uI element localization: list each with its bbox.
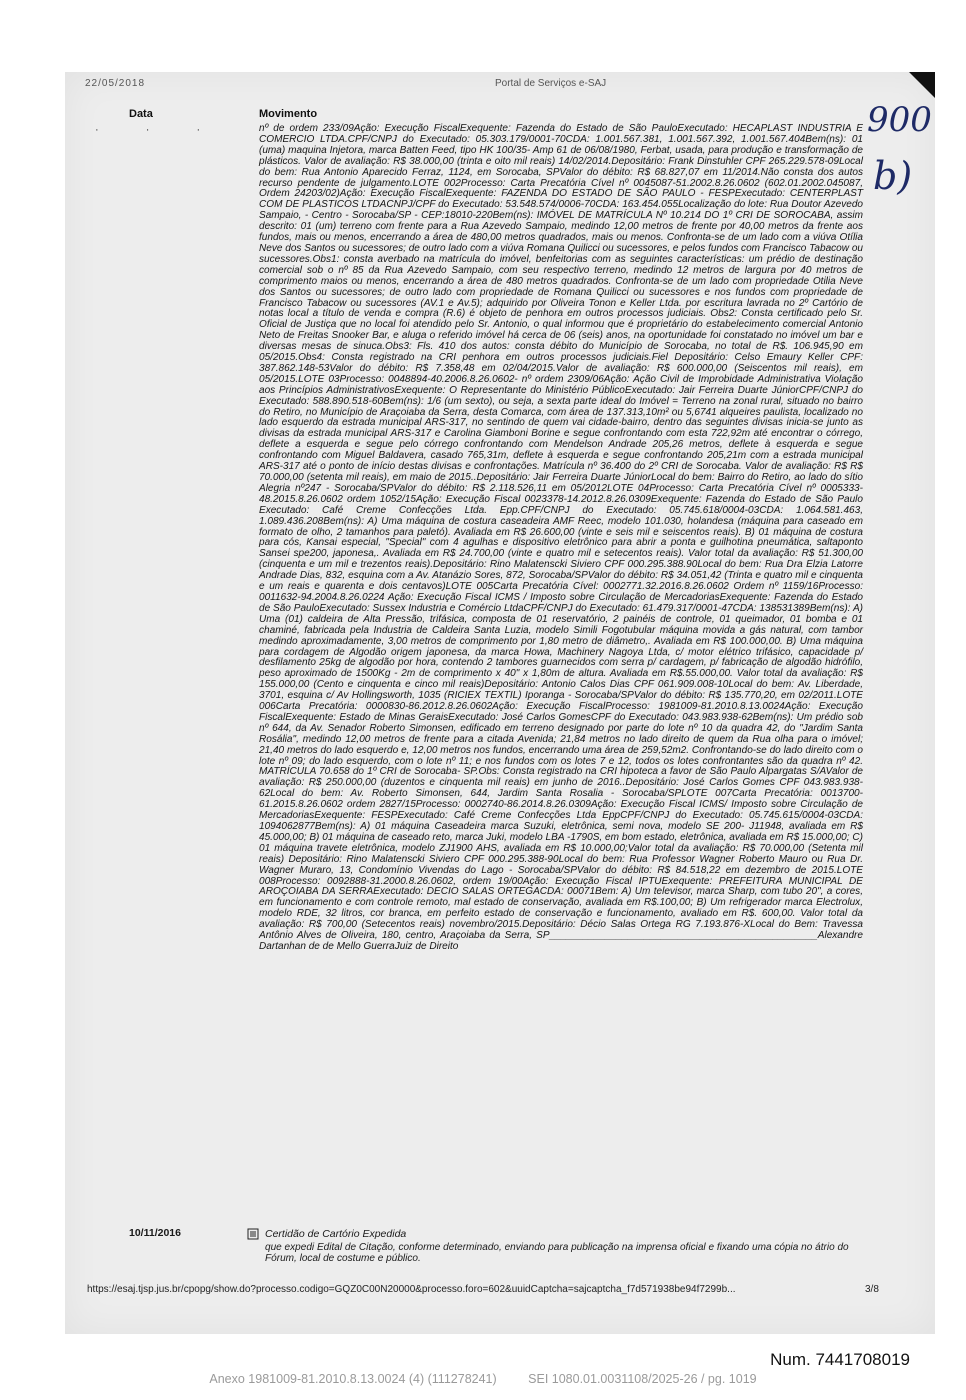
handwritten-mark: b) [873,154,913,198]
handwritten-number: 900 [867,100,932,140]
footer [0,1372,966,1386]
footer-sei: SEI 1080.01.0031108/2025-26 / pg. 1019 [528,1372,757,1386]
row-dots: · · · [95,124,223,136]
print-title: Portal de Serviços e-SAJ [495,78,607,89]
footer-annex: Anexo 1981009-81.2010.8.13.0024 (4) (111278241) [209,1372,497,1386]
scanned-page [65,72,935,1334]
document-icon [247,1228,259,1240]
print-header [85,76,905,90]
document-number: Num. 7441708019 [770,1350,910,1369]
entry-description: que expedi Edital de Citação, conforme determinado, enviando para publicação na imprensa oficial e fixando uma cópia no átrio do Fórum, local de costume e público. [265,1242,849,1264]
entry-date: 10/11/2016 [129,1227,181,1239]
movement-text: nº de ordem 233/09Ação: Execução FiscalExequente: Fazenda do Estado de São PauloExecutado: HECAPLAST INDUSTRIA E COMERCIO LTDA.CPF/CNPJ do Executado: 05.303.179/0001-70CDA: 1.001.567.381, 1.001.567.392, 1.001.567.404Bem(ns): 01 (uma) maquina Injetora, marca Batten Feed, tipo HK 100/35- Amp 61 de 06/08/1980, Ferbat, usada, para produção e transformação de plásticos. Valor de avaliação: R$ 38.000,00 (trinta e oito mil reais) 14/02/2014.Depositário: Frank Dinstuhler CPF 265.229.578-09Local do bem: Rua Antonio Aparecido Ferraz, 1124, em Sorocaba, SPValor do débito: R$ 68.827,07 em 11/2014.Não consta dos autos recurso pendente de julgamento.LOTE 002Processo: Carta Precatória Cível nº 0045087-51.2002.8.26.0602 (602.01.2002.045087, Ordem 24203/02)Ação: Execução FiscalExequente: FAZENDA DO ESTADO DE SÃO PAULO - FESPExecutado: CENTERPLAST COM DE PLASTICOS LTDACNPJ/CPF do Executado: 53.548.574/0006-70CDA: 163.454.055Localização do lote: Rua Doutor Azevedo Sampaio, - Centro - Sorocaba/SP - CEP:18010-220Bem(ns): IMÓVEL DE MATRÍCULA Nº 10.214 DO 1º CRI DE SOROCABA, assim descrito: 01 (um) terreno com frente para a Rua Azevedo Sampaio, medindo 12,00 metros de frente por 40,00 metros da frente aos fundos, mais ou menos, encerrando a área de 480,00 metros quadrados, mais ou menos. Confronta-se de um lado com a viúva Otília Neve dos Santos ou sucessores; de outro lado com a viúva Romana Quilicci ou sucessores, e pelos fundos com Francisco Tabacow ou sucessores.Obs1: consta averbado na matrícula do imóvel, benfeitorias com as seguintes características: um prédio de destinação comercial sob o nº 85 da Rua Azevedo Sampaio, com seu respectivo terreno, medindo 12 metros de largura por 40 metros de comprimento maios ou menos, encerrando a área de 480 metros quadrados. Confronta-se de um lado com propriedade Otilia Neve dos Santos ou sucessores; de outro lado com propriedade de Romana Quilicci ou sucessores e nos fundos com propriedade de Francisco Tabacow ou sucessores (AV.1 e Av.5); adquirido por Oliveira Tonon e Keller Ltda. por escritura lavrada no 2º Cartório de notas local a título de venda e compra (R.6) é objeto de penhora em outros processos judiciais. Obs2: Consta certificado pelo Sr. Oficial de Justiça que no local foi atendido pelo Sr. Antonio, o qual informou que é proprietário do estabelecimento comercial Antonio Neto de Freitas Snooker Bar, e aluga o referido imóvel há cerca de 06 (seis) anos, na oportunidade foi constatado no imóvel um bar e diversas mesas de sinuca.Obs3: Fls. 410 dos autos: consta débito do Município de Sorocaba, no total de R$. 106.945,90 em 05/2015.Obs4: Consta registrado na CRI penhora em outros processos judiciais.Fiel Depositário: Celso Emaury Keller CPF: 387.862.148-53Valor do débito: R$ 7.358,48 em 02/04/2015.Valor de avaliação: R$ 600.000,00 (Seiscentos mil reais), em 05/2015.LOTE 03Processo: 0048894-40.2006.8.26.0602- nº ordem 2309/06Ação: Ação Civil de Improbidade Administrativa Violação aos Princípios AdministrativosExequente: O Representante do Ministério PúblicoExecutado: Jair Ferreira Duarte JúniorCPF/CNPJ do Executado: 588.890.518-60Bem(ns): 1/6 (um sexto), ou seja, a sexta parte ideal do Imóvel = Terreno na zonal rural, situado no bairro do Retiro, no Município de Araçoiaba da Serra, desta Comarca, com área de 137.313,10m² ou 5,6741 alqueires paulista, localizado no lado esquerdo da estrada municipal ARS-317, no sentindo de quem vai cidade-bairro, dentro das seguintes divisas inicia-se junto as divisas da estrada municipal ARS-317 e Carolina Giamboni Borine e segue confrontando com esta 722,92m até encontrar o córrego, deflete a esquerda e segue pelo córrego confrontando com Mendelson Andrade 205,26 metros, deflete à esquerda e segue confrontando com Miguel Baldavera, casado 765,31m, deflete à esquerda e segue confrontando 205,21m com a estrada municipal ARS-317 até o ponto de início destas divisas e confrontações. Matrícula nº 36.400 do 2º CRI de Sorocaba. Valor de avaliação: R$ R$ 70.000,00 (setenta mil reais), em maio de 2015..Depositário: Jair Ferreira Duarte JúniorLocal do bem: Bairro do Retiro, ao lado do sítio Alegria nº247 - Sorocaba/SPValor do débito: R$ 2.118.526,11 em 05/2012LOTE 04Processo: Carta Precatória Cível nº 0005333-48.2015.8.26.0602 ordem 1052/15Ação: Execução Fiscal 0023378-14.2012.8.26.0309Exequente: Fazenda do Estado de São Paulo Executado: Café Creme Confecções Ltda. Epp.CPF/CNPJ do Executado: 05.745.618/0004-03CDA: 1.064.581.463, 1.089.436.208Bem(ns): A) Uma máquina de costura caseadeira AMF Reec, modelo 101.030, holandesa (máquina para caseado em formato de olho, 2 tamanhos para paletó). Avaliada em R$ 26.600,00 (vinte e seis mil e seiscentos reais). B) 01 máquina de costura para cós, Kansai especial, "Special" com 4 agulhas e dispositivo eletrônico para abrir a ponta e guilhotina pneumática, saltaponto Sansei spe200, japonesa,. Avaliada em R$ 24.700,00 (vinte e quatro mil e setecentos reais). Valor total da avaliação: R$ 51.300,00 (cinquenta e um mil e trezentos reais).Depositário: Rino Malatenscki Siviero CPF 000.295.388.90Local do bem: Rua Dra Elzia Latorre Andrade Dias, 832, esquina com a Av. Atanázio Sores, 872, Sorocaba/SPValor do débito: R$ 34.051,42 (Trinta e quatro mil e cinquenta e um reais e quarenta e dois centavos)LOTE 005Carta Precatória Cível: 0002771.32.2016.8.26.0602 Ordem nº 1159/16Processo: 0011632-94.2004.8.26.0224 Ação: Execução Fiscal ICMS / Imposto sobre Circulação de MercadoriasExequente: Fazenda do Estado de São PauloExecutado: Sussex Industria e Comércio LtdaCPF/CNPJ do Executado: 61.479.317/0001-47CDA: 138531389Bem(ns): A) Uma (01) caldeira de Alta Pressão, trifásica, composta de 01 reservatório, 2 painéis de controle, 01 queimador, 01 bomba e 01 chaminé, fabricada pela Industria de Caldeira Santa Luzia, modelo Simili Fogotubular máquina movida a gás natural, com tambor medindo aproximadamente, 3,00 metros de comprimento por 1,80 metro de diâmetro,. Avaliada em R$ 100.000,00. B) Uma máquina para cordagem de Algodão origem japonesa, da marca Howa, Machinery Nagoya Ltda, c/ motor elétrico trifásico, capacidade p/ desfilamento 25kg de algodão por hora, contendo 2 tambores guarnecidos com serra p/ cardagem, p/ fabricação de algodão hidrófilo, peso aproximado de 1500Kg - 2m de comprimento x 40" x 1,80m de altura. Avaliada em R$.55.000,00. Valor total da avaliação: R$ 155.000,00 (Cento e cinquenta e cinco mil reais)Depositário: Antonio Calos Dias CPF 061.909.008-10Local do bem: Av. Liberdade, 3701, esquina c/ Av Hollingsworth, 1035 (RICIEX TEXTIL) Iporanga - Sorocaba/SPValor do débito: R$ 135.770,20, em 02/2011.LOTE 006Carta Precatória: 0000830-86.2012.8.26.0602Ação: Execução FiscalProcesso: 1981009-81.2010.8.13.0024Ação: Execução FiscalExequente: Estado de Minas GeraisExecutado: José Carlos GomesCPF do Executado: 043.983.938-62Bem(ns): Um prédio sob nº 644, da Av. Senador Roberto Simonsen, edificado em terreno designado por parte do lote nº 10 da quadra 42, do "Jardim Santa Rosália", medindo 12,00 metros de frente para a citada Avenida; 21,84 metros no lado direito de quem da Rua olha para o imóvel; 21,40 metros do lado esquerdo e, 12,00 metros nos fundos, encerrando uma área de 259,52m2. Confrontando-se do lado direito com o lote nº 09; do lado esquerdo, com o lote nº 11; e nos fundos com os lotes 7 e 12, todos os lotes confrontantes são da quadra nº 42. MATRÍCULA 70.658 do 1º CRI de Sorocaba- SP.Obs: Consta registrado na CRI hipoteca a favor de São Paulo Alpargatas S/AValor de avaliação: R$ 250.000,00 (duzentos e cinquenta mil reais) em junho de 2016..Depositário: José Carlos Gomes CPF 043.983.938-62Local do bem: Av. Roberto Simonsen, 644, Jardim Santa Rosalia - Sorocaba/SPLOTE 007Carta Precatória: 0013700-61.2015.8.26.0602 ordem 2827/15Processo: 0002740-86.2014.8.26.0309Ação: Execução Fiscal ICMS/ Imposto sobre Circulação de MercadoriasExequente: FESPExecutado: Café Creme Confecções Ltda EppCPF/CNPJ do Executado: 05.745.615/0004-03CDA: 1094062877Bem(ns): A) 01 máquina Caseadeira marca Suzuki, eletrônica, semi nova, modelo SE 200- J11948, avaliada em R$ 45.000,00; B) 01 máquina de caseado reto, marca Juki, modelo LBA -1790S, em bom estado, eletrônica, avaliada em R$ 15.000,00; C) 01 máquina travete eletrônica, modelo ZJ1900 AHS, avaliada em R$ 10.000,00;Valor total da avaliação: R$ 70.000,00 (Setenta mil reais) Depositário: Rino Malatenscki Siviero CPF 000.295.388-90Local do bem: Rua Professor Wagner Roberto Mauro ou Rua Dr. Wagner Muraro, 13, Condomínio Vivendas do Lago - Sorocaba/SPValor do débito: R$ 84.518,22 em dezembro de 2015.LOTE 008Processo: 0092888-31.2000.8.26.0602, ordem 19/00Ação: Execução Fiscal IPTUExequente: PREFEITURA MUNICIPAL DE AROÇOIABA DA SERRAExecutado: DECIO SALAS ORTEGACDA: 00071Bem: A) Um televisor, marca Sharp, com tubo 20", a cores, em funcionamento e com controle remoto, mal estado de conservação, avaliada em R$.100,00; B) Um refrigerador marca Electrolux, modelo RDE, 32 litros, cor branca, em perfeito estado de conservação e funcionamento, avaliado em R$. 600,00. Valor total da avaliação: R$ 700,00 (Setecentos reais) novembro/2015.Depositário: Décio Salas Ortega RG 7.193.876-XLocal do Bem: Travessa Antônio Alves de Oliveira, 180, centro, Araçoiaba da Serra, SP________________________________________________Alexandre Dartanhan de de Mello GuerraJuiz de Direito [259,123,863,952]
column-header-date: Data [129,108,153,120]
entry-title: Certidão de Cartório Expedida [265,1228,407,1240]
print-date: 22/05/2018 [85,78,146,89]
page-url: https://esaj.tjsp.jus.br/cpopg/show.do?processo.codigo=GQZ0C00N20000&processo.foro=602&uuidCaptcha=sajcaptcha_f7d571938be94f7299b... [87,1284,736,1295]
column-header-movement: Movimento [259,108,318,120]
corner-mark [909,72,935,98]
page-counter: 3/8 [865,1284,879,1295]
